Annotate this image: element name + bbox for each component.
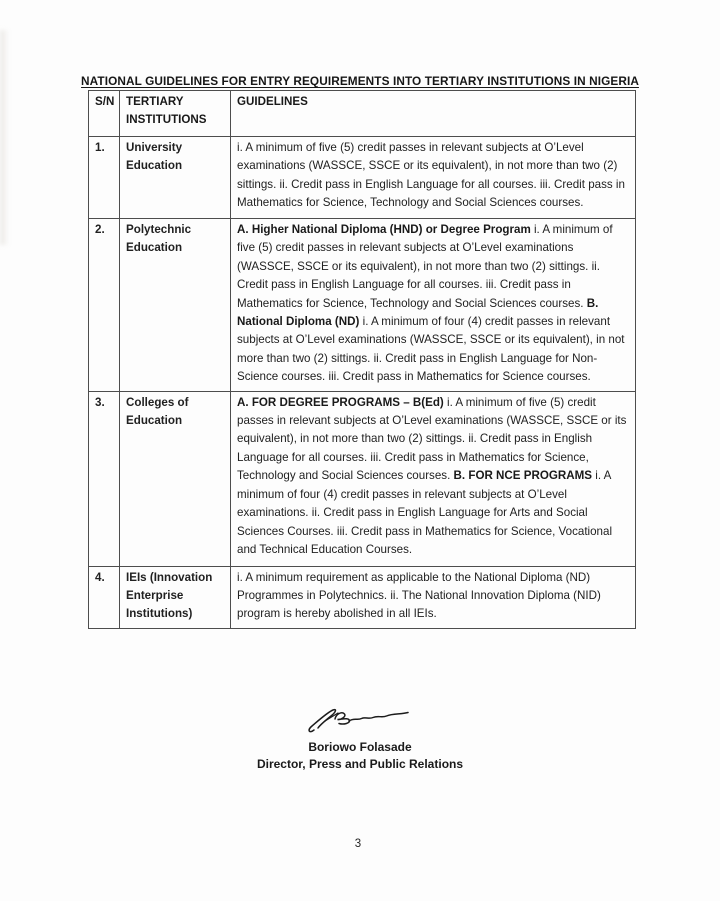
row-guidelines [231, 219, 636, 392]
guidelines-heading: A. FOR DEGREE PROGRAMS – B(Ed) [237, 395, 444, 409]
row-institution: Polytechnic Education [120, 219, 231, 392]
table-row [89, 137, 636, 219]
table-header-row [89, 91, 636, 137]
header-institutions: TERTIARY INSTITUTIONS [120, 91, 231, 137]
row-sn: 1. [89, 137, 120, 219]
row-guidelines [231, 137, 636, 219]
row-guidelines [231, 391, 636, 566]
header-guidelines: GUIDELINES [231, 91, 636, 137]
scan-edge-artifact [0, 30, 9, 245]
signatory-role: Director, Press and Public Relations [256, 756, 464, 771]
row-institution: University Education [120, 137, 231, 219]
guidelines-text: i. A minimum of five (5) credit passes in relevant subjects at O’Level examinations (WASSCE, SSCE or its equivalent), in not more than two (2) sittings. ii. Credit pass in English Language for all courses. iii. Credit pass in Mathematics for Science, Technology and Social Sciences courses. [237, 395, 627, 483]
guidelines-text: i. A minimum of four (4) credit passes in relevant subjects at O’Level examinations (WASSCE, SSCE or its equivalent), in not more than two (2) sittings. ii. Credit pass in English Language for Non-Science courses. iii. Credit pass in Mathematics for Science courses. [237, 315, 625, 384]
guidelines-heading: B. National Diploma (ND) [237, 296, 599, 329]
guidelines-text: i. A minimum of four (4) credit passes in relevant subjects at O’Level examinations. ii. Credit pass in English Language for Arts and Social Sciences Courses. iii. Credit pass in Mathematics for Science, Vocational and Technical Education Courses. [237, 469, 613, 556]
page-number: 3 [354, 838, 362, 850]
header-sn: S/N [89, 91, 120, 137]
guidelines-table [88, 90, 636, 629]
guidelines-text: i. A minimum of five (5) credit passes in relevant subjects at O’Level examinations (WASSCE, SSCE or its equivalent), in not more than two (2) sittings. ii. Credit pass in English Language for all courses. iii. Credit pass in Mathematics for Science, Technology and Social Sciences courses. [237, 141, 625, 210]
table-row [89, 391, 636, 566]
signatory-name: Boriowo Folasade [308, 740, 412, 754]
table-row [89, 566, 636, 628]
table-row [89, 219, 636, 392]
guidelines-text: i. A minimum of five (5) credit passes in relevant subjects at O’Level examinations (WASSCE, SSCE or its equivalent), in not more than two (2) sittings. ii. Credit pass in English Language for all courses. iii. Credit pass in Mathematics for Science, Technology and Social Sciences courses. [237, 223, 613, 310]
row-sn: 3. [89, 391, 120, 566]
row-institution: Colleges of Education [120, 391, 231, 566]
guidelines-heading: B. FOR NCE PROGRAMS [453, 469, 593, 483]
handwritten-signature-icon [305, 704, 415, 738]
document-title: NATIONAL GUIDELINES FOR ENTRY REQUIREMENTS INTO TERTIARY INSTITUTIONS IN NIGERIA [81, 74, 639, 88]
guidelines-heading: A. Higher National Diploma (HND) or Degree Program [237, 223, 531, 236]
row-sn: 4. [89, 566, 120, 628]
signature-block [0, 704, 720, 772]
row-sn: 2. [89, 219, 120, 392]
row-institution: IEIs (Innovation Enterprise Institutions) [120, 566, 231, 628]
guidelines-text: i. A minimum requirement as applicable to the National Diploma (ND) Programmes in Polytechnics. ii. The National Innovation Diploma (NID) program is hereby abolished in all IEIs. [237, 570, 601, 621]
row-guidelines [231, 566, 636, 628]
